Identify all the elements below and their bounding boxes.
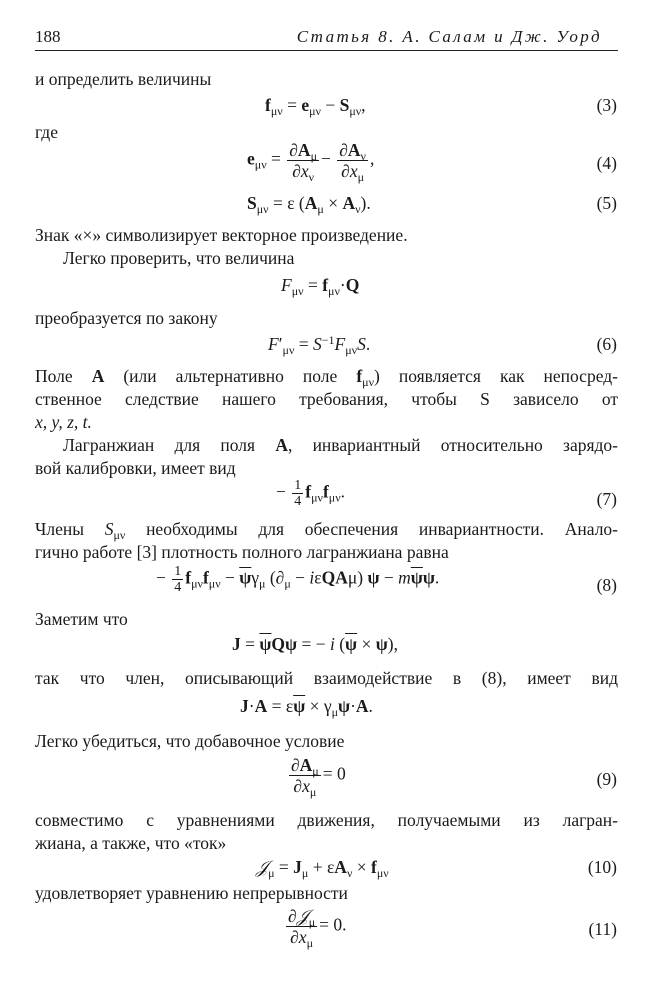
equation-unnumbered: $F_{\mu\nu} = f_{\mu\nu}\cdot Q$ [281,275,360,298]
equation-8: − $\frac{1}{4}$ $f_{\mu\nu}f_{\mu\nu} - \overline{\psi}\gamma_\mu$ $(\partial_\mu - i\varepsilon QA\mu) \psi - m\overline{\psi}\psi$. [156,564,440,595]
subscript: μν [113,528,126,542]
equation-number: (6) [596,334,617,354]
equation-unnumbered: $J\cdot A = \varepsilon\overline{\psi} \times \gamma_\mu\psi\cdot A$. [240,696,373,719]
text-line: преобразуется по закону [35,308,218,328]
symbol: f [356,366,363,386]
text-line [35,518,618,540]
equation-11: $\frac{\partial 𝒥_\mu}{\partial x_\mu}$ = 0. [288,906,347,950]
text-line: Знак «×» символизирует векторное произведение. [35,225,408,245]
text-span: Члены [35,519,105,539]
text-span: , инвариантный относительно зарядо- [287,435,618,455]
equation-unnumbered: $J = \overline{\psi}Q\psi$ = − i $(\overline{\psi} \times \psi)$, [232,634,398,654]
text-line [63,434,618,456]
equation-number: (5) [596,193,617,213]
equation-number: (9) [596,769,617,789]
equation-7: − $\frac{1}{4}$ $f_{\mu\nu}f_{\mu\nu}$. [276,478,345,509]
equation-number: (3) [596,95,617,115]
page-number: 188 [35,27,61,46]
equation-3: $f_{\mu\nu} = e_{\mu\nu} - S_{\mu\nu}$, [265,95,366,118]
text-line: x, y, z, t. [35,412,92,432]
text-span: Лагранжиан для поля [63,435,276,455]
equation-number: (8) [596,575,617,595]
text-line [35,365,618,387]
text-span: Поле [35,366,92,386]
text-line: и определить величины [35,69,212,89]
text-line: Заметим что [35,609,128,629]
symbol: A [91,366,105,386]
symbol: A [275,435,288,455]
symbol: S [104,519,114,539]
text-span: (или альтернативно поле [104,366,357,386]
text-span: ) появляется как непосред- [374,366,618,386]
text-line: ственное следствие нашего требования, чтобы S зависело от [35,389,618,409]
equation-number: (7) [596,489,617,509]
text-line: гично работе [3] плотность полного лагранжиана равна [35,542,449,562]
equation-10: 𝒥$_\mu$ = $J_\mu + \varepsilon A_\nu \times f_{\mu\nu}$ [256,857,389,880]
equation-9: $\frac{\partial A_\mu}{\partial x_\mu}$ = 0 [291,755,346,799]
text-line: совместимо с уравнениями движения, получаемыми из лагран- [35,810,618,830]
equation-number: (10) [587,857,617,877]
text-line: Легко убедиться, что добавочное условие [35,731,345,751]
text-line: так что член, описывающий взаимодействие в (8), имеет вид [35,668,618,688]
equation-6: $F'_{\mu\nu} = S^{-1}F_{\mu\nu}S$. [268,333,371,357]
equation-5: $S_{\mu\nu} = \varepsilon$ $(A_\mu \times A_\nu)$. [247,193,371,216]
text-span: необходимы для обеспечения инвариантности. Анало- [125,519,619,539]
equation-number: (4) [596,153,617,173]
running-title: Статья 8. А. Салам и Дж. Уорд [296,27,602,46]
text-line: где [35,122,58,142]
equation-number: (11) [588,919,617,939]
text-line: вой калибровки, имеет вид [35,458,236,478]
text-line: жиана, а также, что «ток» [35,833,227,853]
subscript: μν [362,375,374,389]
equation-4: $e_{\mu\nu}$ = $\frac{\partial A_\mu}{\partial x_\nu}$ − $\frac{\partial A_\nu}{\partial x_\mu}$ , [247,140,375,184]
text-line: Легко проверить, что величина [63,248,295,268]
text-line: удовлетворяет уравнению непрерывности [35,883,348,903]
page-header [35,26,618,51]
